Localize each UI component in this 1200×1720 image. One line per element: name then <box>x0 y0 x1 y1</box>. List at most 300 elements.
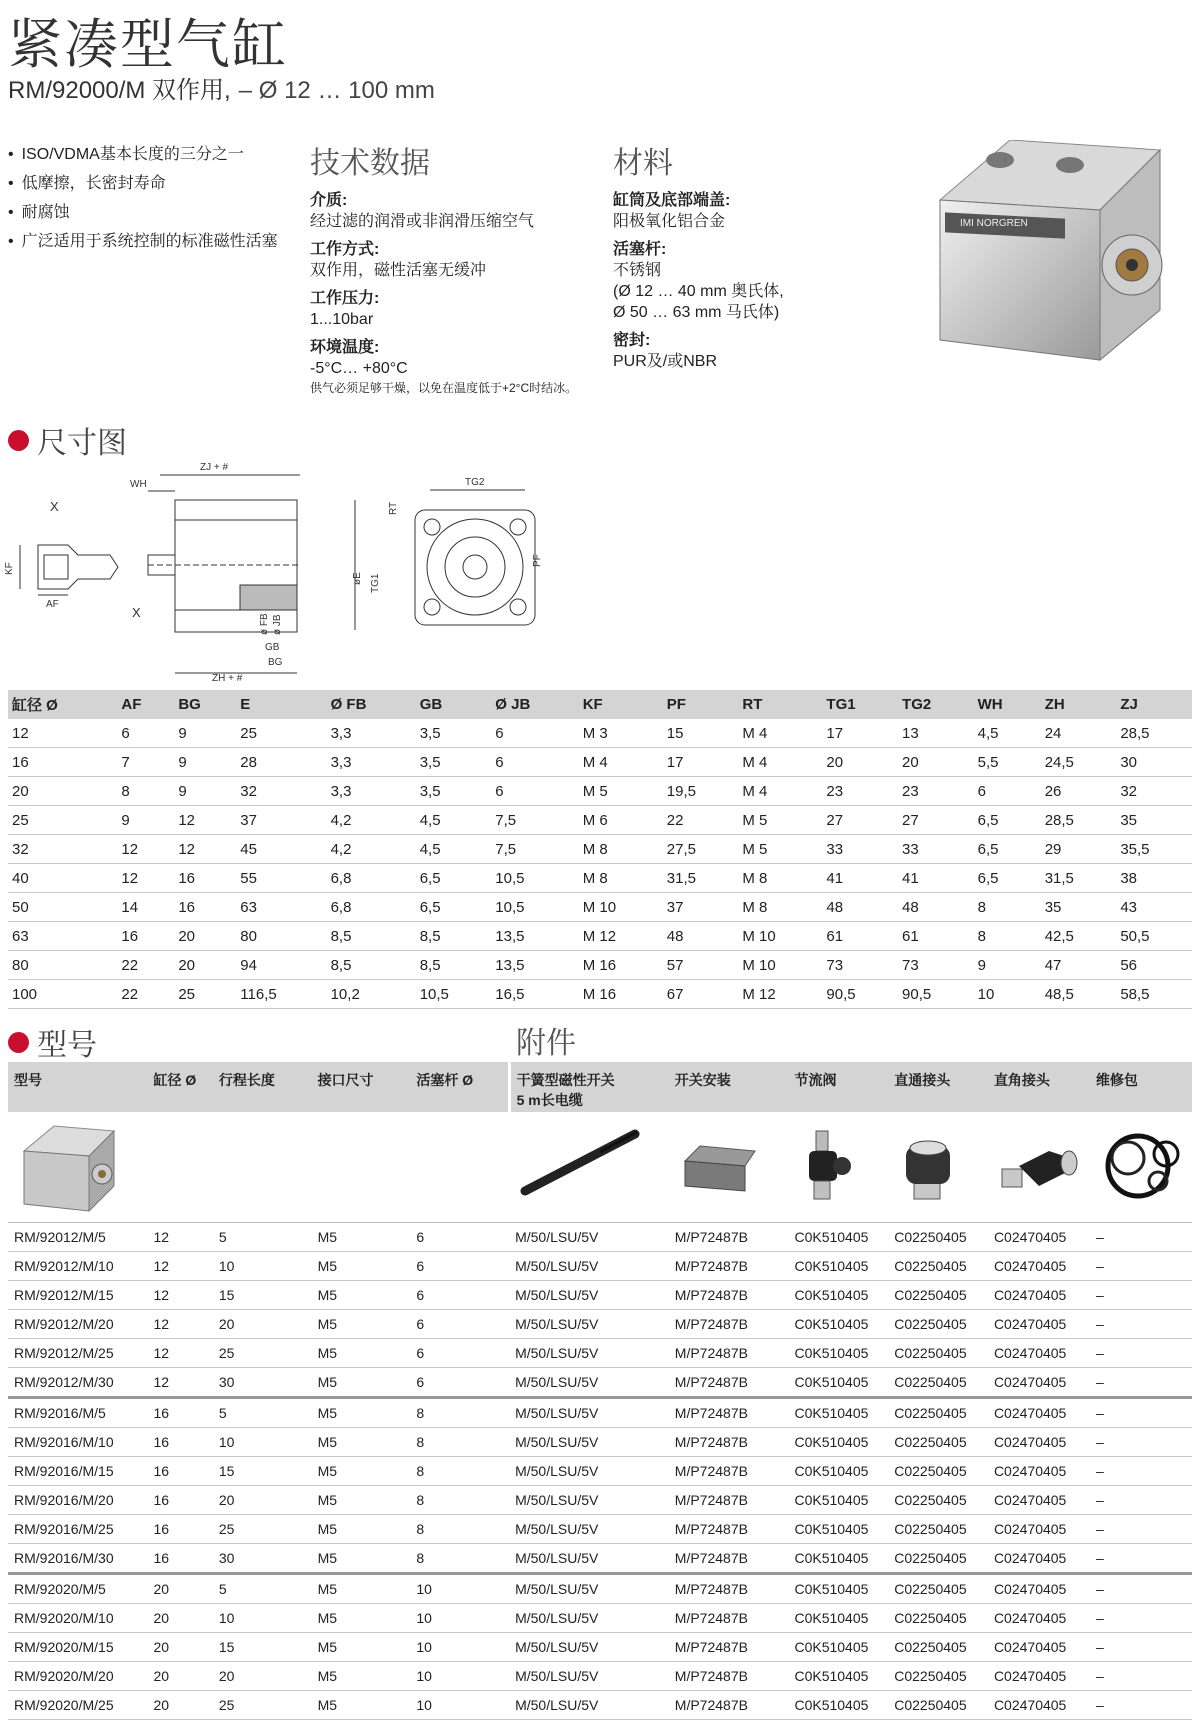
table-cell: 10 <box>213 1252 312 1281</box>
table-cell: C02250405 <box>888 1457 988 1486</box>
table-cell: C02250405 <box>888 1691 988 1720</box>
table-row <box>8 777 1192 806</box>
table-cell: – <box>1090 1310 1192 1339</box>
table-row <box>8 835 1192 864</box>
table-cell: 8,5 <box>327 951 416 980</box>
table-cell: 10 <box>410 1574 509 1604</box>
table-row <box>8 1457 1192 1486</box>
table-cell: C0K510405 <box>788 1486 888 1515</box>
table-cell: 31,5 <box>1041 864 1117 893</box>
table-row <box>8 1486 1192 1515</box>
feature-item: • 耐腐蚀 <box>8 198 278 227</box>
table-row <box>8 1223 1192 1252</box>
table-cell: M/P72487B <box>669 1544 789 1574</box>
table-cell: 100 <box>8 980 117 1009</box>
table-cell: 20 <box>174 922 236 951</box>
table-cell: 5 <box>213 1574 312 1604</box>
table-row <box>8 748 1192 777</box>
table-cell: – <box>1090 1544 1192 1574</box>
table-cell: RM/92020/M/15 <box>8 1633 148 1662</box>
table-cell: 12 <box>148 1223 213 1252</box>
table-cell: 73 <box>822 951 898 980</box>
table-cell: 63 <box>8 922 117 951</box>
bullet-dot-icon <box>8 430 29 451</box>
table-cell: C0K510405 <box>788 1339 888 1368</box>
subtitle-model: RM/92000/M 双作用, <box>8 77 231 104</box>
table-cell: M/50/LSU/5V <box>509 1691 669 1720</box>
table-cell: M 4 <box>738 777 822 806</box>
dim-col-header: ZJ <box>1116 690 1192 719</box>
table-cell: 13,5 <box>491 922 578 951</box>
table-cell: 27 <box>822 806 898 835</box>
table-cell: 6 <box>410 1368 509 1398</box>
dim-label-bg: BG <box>268 657 283 668</box>
table-cell: 10,5 <box>491 864 578 893</box>
table-cell: 94 <box>236 951 326 980</box>
col-repair-kit: 维修包 <box>1090 1062 1192 1112</box>
table-cell: 6 <box>410 1252 509 1281</box>
table-cell: C02250405 <box>888 1252 988 1281</box>
table-cell: 8 <box>410 1515 509 1544</box>
accessory-heading: 附件 <box>516 1027 576 1060</box>
table-cell: C02470405 <box>988 1604 1090 1633</box>
table-cell: – <box>1090 1428 1192 1457</box>
dim-col-header: AF <box>117 690 174 719</box>
table-cell: M5 <box>312 1515 411 1544</box>
table-cell: RM/92016/M/15 <box>8 1457 148 1486</box>
table-cell: RM/92016/M/5 <box>8 1398 148 1428</box>
table-cell: RM/92012/M/10 <box>8 1252 148 1281</box>
straight-fitting-image <box>894 1126 964 1206</box>
table-row <box>8 1633 1192 1662</box>
table-cell: M/P72487B <box>669 1604 789 1633</box>
table-row <box>8 1310 1192 1339</box>
table-cell: 16 <box>148 1486 213 1515</box>
table-cell: M 4 <box>579 748 663 777</box>
table-cell: 12 <box>8 719 117 748</box>
page-title: 紧凑型气缸 <box>8 15 288 75</box>
dim-label-gb: GB <box>265 642 280 653</box>
dim-label-wh: WH <box>130 479 147 490</box>
table-cell: 32 <box>236 777 326 806</box>
table-cell: 16 <box>174 864 236 893</box>
table-cell: 27 <box>898 806 974 835</box>
dim-label-af: AF <box>46 599 59 610</box>
table-cell: M 8 <box>579 835 663 864</box>
table-cell: 12 <box>148 1339 213 1368</box>
table-cell: C02470405 <box>988 1574 1090 1604</box>
table-cell: C02250405 <box>888 1574 988 1604</box>
table-cell: – <box>1090 1252 1192 1281</box>
dimension-heading: 尺寸图 <box>8 418 127 462</box>
table-cell: 12 <box>117 835 174 864</box>
models-table <box>8 1062 1192 1720</box>
table-cell: C0K510405 <box>788 1428 888 1457</box>
table-cell: 28,5 <box>1041 806 1117 835</box>
table-cell: M/50/LSU/5V <box>509 1223 669 1252</box>
table-cell: 26 <box>1041 777 1117 806</box>
table-cell: 20 <box>822 748 898 777</box>
table-cell: 6,8 <box>327 893 416 922</box>
table-cell: C0K510405 <box>788 1691 888 1720</box>
table-cell: 12 <box>148 1310 213 1339</box>
subtitle-range: – Ø 12 … 100 mm <box>238 77 435 104</box>
table-cell: C02250405 <box>888 1604 988 1633</box>
table-cell: M/50/LSU/5V <box>509 1574 669 1604</box>
dim-col-header: E <box>236 690 326 719</box>
table-cell: M/P72487B <box>669 1428 789 1457</box>
table-cell: 10,2 <box>327 980 416 1009</box>
switch-mount-image <box>675 1131 765 1201</box>
table-cell: 8 <box>410 1457 509 1486</box>
table-cell: M5 <box>312 1633 411 1662</box>
table-cell: C0K510405 <box>788 1252 888 1281</box>
dim-col-header: RT <box>738 690 822 719</box>
table-cell: C0K510405 <box>788 1604 888 1633</box>
table-cell: 6 <box>974 777 1041 806</box>
table-cell: M 12 <box>579 922 663 951</box>
tech-item-medium: 介质: 经过滤的润滑或非润滑压缩空气 <box>310 192 535 230</box>
dim-label-tg1: TG1 <box>370 573 381 593</box>
table-cell: M/P72487B <box>669 1662 789 1691</box>
table-cell: C02250405 <box>888 1515 988 1544</box>
table-cell: 4,5 <box>416 835 492 864</box>
table-cell: C0K510405 <box>788 1398 888 1428</box>
dim-col-header: 缸径 Ø <box>8 690 117 719</box>
tech-data-section <box>310 138 610 395</box>
table-cell: 73 <box>898 951 974 980</box>
table-cell: 12 <box>148 1368 213 1398</box>
feature-list <box>8 140 278 256</box>
material-heading: 材料 <box>613 147 673 180</box>
table-cell: M/P72487B <box>669 1515 789 1544</box>
table-cell: M5 <box>312 1223 411 1252</box>
table-cell: M/P72487B <box>669 1633 789 1662</box>
table-row <box>8 1281 1192 1310</box>
table-cell: 116,5 <box>236 980 326 1009</box>
table-cell: 31,5 <box>663 864 739 893</box>
table-cell: M/P72487B <box>669 1339 789 1368</box>
table-cell: M/50/LSU/5V <box>509 1633 669 1662</box>
table-cell: 7 <box>117 748 174 777</box>
table-cell: – <box>1090 1633 1192 1662</box>
table-cell: M5 <box>312 1604 411 1633</box>
table-cell: C02470405 <box>988 1428 1090 1457</box>
table-cell: M5 <box>312 1339 411 1368</box>
table-cell: M5 <box>312 1457 411 1486</box>
table-cell: 33 <box>822 835 898 864</box>
table-cell: 35 <box>1041 893 1117 922</box>
table-cell: 9 <box>117 806 174 835</box>
table-cell: C02470405 <box>988 1252 1090 1281</box>
table-cell: C02470405 <box>988 1457 1090 1486</box>
table-cell: 20 <box>213 1662 312 1691</box>
dimension-drawing <box>0 455 560 685</box>
table-cell: 42,5 <box>1041 922 1117 951</box>
table-cell: M5 <box>312 1252 411 1281</box>
dim-label-x: X <box>50 499 59 514</box>
table-cell: 8 <box>410 1544 509 1574</box>
reed-switch-image <box>515 1126 645 1206</box>
table-cell: M/50/LSU/5V <box>509 1368 669 1398</box>
dim-col-header: TG2 <box>898 690 974 719</box>
table-cell: 12 <box>174 806 236 835</box>
table-cell: 16 <box>148 1544 213 1574</box>
flow-valve-image <box>794 1126 854 1206</box>
table-cell: 90,5 <box>898 980 974 1009</box>
col-stroke: 行程长度 <box>213 1062 312 1112</box>
table-cell: 13 <box>898 719 974 748</box>
table-cell: C02470405 <box>988 1544 1090 1574</box>
table-cell: C02470405 <box>988 1486 1090 1515</box>
table-cell: 25 <box>8 806 117 835</box>
models-heading: 型号 <box>8 1020 97 1064</box>
table-cell: M/50/LSU/5V <box>509 1398 669 1428</box>
table-cell: 55 <box>236 864 326 893</box>
table-cell: M/P72487B <box>669 1457 789 1486</box>
table-cell: 45 <box>236 835 326 864</box>
dim-label-jb: ø JB <box>272 614 283 635</box>
table-cell: 25 <box>213 1515 312 1544</box>
table-cell: M 5 <box>738 806 822 835</box>
dim-col-header: WH <box>974 690 1041 719</box>
table-row <box>8 1368 1192 1398</box>
table-cell: 61 <box>822 922 898 951</box>
table-cell: C02250405 <box>888 1223 988 1252</box>
table-cell: 48 <box>822 893 898 922</box>
table-cell: 28 <box>236 748 326 777</box>
table-cell: 6,5 <box>974 835 1041 864</box>
table-cell: 15 <box>213 1457 312 1486</box>
table-cell: 6,5 <box>416 893 492 922</box>
table-cell: M 16 <box>579 980 663 1009</box>
table-cell: M 4 <box>738 748 822 777</box>
table-cell: 12 <box>174 835 236 864</box>
table-cell: 16 <box>148 1515 213 1544</box>
table-cell: M/P72487B <box>669 1486 789 1515</box>
dim-col-header: GB <box>416 690 492 719</box>
table-cell: 8 <box>410 1398 509 1428</box>
dim-col-header: Ø FB <box>327 690 416 719</box>
table-cell: 16 <box>148 1428 213 1457</box>
table-cell: 6 <box>410 1281 509 1310</box>
table-cell: – <box>1090 1574 1192 1604</box>
table-cell: – <box>1090 1691 1192 1720</box>
table-cell: 56 <box>1116 951 1192 980</box>
dim-label-kf: KF <box>4 562 15 575</box>
table-cell: M 5 <box>579 777 663 806</box>
dim-col-header: PF <box>663 690 739 719</box>
table-cell: 10 <box>213 1428 312 1457</box>
table-cell: 3,5 <box>416 777 492 806</box>
cylinder-product-image <box>900 140 1190 390</box>
table-cell: M 12 <box>738 980 822 1009</box>
table-cell: M/P72487B <box>669 1252 789 1281</box>
models-table-header <box>8 1062 1192 1112</box>
table-cell: M/P72487B <box>669 1281 789 1310</box>
table-cell: 23 <box>822 777 898 806</box>
table-cell: 80 <box>8 951 117 980</box>
table-cell: 43 <box>1116 893 1192 922</box>
table-cell: M 3 <box>579 719 663 748</box>
table-cell: C02250405 <box>888 1281 988 1310</box>
table-cell: C0K510405 <box>788 1223 888 1252</box>
table-row <box>8 893 1192 922</box>
table-cell: 14 <box>117 893 174 922</box>
table-cell: 10 <box>410 1633 509 1662</box>
dim-col-header: TG1 <box>822 690 898 719</box>
dim-col-header: KF <box>579 690 663 719</box>
table-cell: M5 <box>312 1691 411 1720</box>
table-cell: C0K510405 <box>788 1457 888 1486</box>
table-cell: 47 <box>1041 951 1117 980</box>
table-row <box>8 1398 1192 1428</box>
table-cell: C02250405 <box>888 1310 988 1339</box>
table-cell: 20 <box>898 748 974 777</box>
col-switch-mount: 开关安装 <box>669 1062 789 1112</box>
table-row <box>8 1691 1192 1720</box>
table-cell: 20 <box>174 951 236 980</box>
table-cell: 3,3 <box>327 777 416 806</box>
feature-item: • 广泛适用于系统控制的标准磁性活塞 <box>8 227 278 256</box>
table-cell: 58,5 <box>1116 980 1192 1009</box>
table-cell: 8,5 <box>416 951 492 980</box>
repair-kit-image <box>1096 1126 1186 1206</box>
table-cell: 32 <box>1116 777 1192 806</box>
table-cell: RM/92016/M/25 <box>8 1515 148 1544</box>
table-cell: C02470405 <box>988 1310 1090 1339</box>
table-cell: 30 <box>1116 748 1192 777</box>
table-cell: 4,2 <box>327 806 416 835</box>
table-cell: 30 <box>213 1544 312 1574</box>
table-cell: C02470405 <box>988 1633 1090 1662</box>
table-cell: 20 <box>148 1691 213 1720</box>
material-item-rod: 活塞杆: 不锈钢 (Ø 12 … 40 mm 奥氏体, Ø 50 … 63 mm 马氏体) <box>613 241 784 321</box>
table-cell: 25 <box>236 719 326 748</box>
table-row <box>8 1339 1192 1368</box>
table-cell: RM/92016/M/30 <box>8 1544 148 1574</box>
table-cell: 10 <box>213 1604 312 1633</box>
table-cell: 17 <box>822 719 898 748</box>
table-cell: M/50/LSU/5V <box>509 1339 669 1368</box>
table-cell: 20 <box>8 777 117 806</box>
table-cell: 16 <box>148 1398 213 1428</box>
table-cell: 7,5 <box>491 806 578 835</box>
table-cell: 4,5 <box>974 719 1041 748</box>
table-cell: M/50/LSU/5V <box>509 1310 669 1339</box>
table-row <box>8 951 1192 980</box>
table-cell: M 5 <box>738 835 822 864</box>
table-cell: 8 <box>410 1428 509 1457</box>
material-section <box>613 138 873 379</box>
dim-col-header: BG <box>174 690 236 719</box>
table-cell: 37 <box>663 893 739 922</box>
table-cell: 9 <box>174 719 236 748</box>
photo-label: IMI NORGREN <box>960 218 1028 229</box>
table-row <box>8 1515 1192 1544</box>
table-row <box>8 1604 1192 1633</box>
cylinder-thumb-image <box>14 1116 124 1216</box>
table-cell: 24,5 <box>1041 748 1117 777</box>
table-cell: M/P72487B <box>669 1223 789 1252</box>
table-cell: C02470405 <box>988 1691 1090 1720</box>
table-cell: 25 <box>213 1339 312 1368</box>
table-cell: C02470405 <box>988 1368 1090 1398</box>
table-cell: C02250405 <box>888 1428 988 1457</box>
table-row <box>8 1544 1192 1574</box>
table-cell: 16 <box>148 1457 213 1486</box>
table-cell: 37 <box>236 806 326 835</box>
table-cell: M/P72487B <box>669 1691 789 1720</box>
table-cell: 4,5 <box>416 806 492 835</box>
table-cell: 6 <box>410 1339 509 1368</box>
table-cell: 29 <box>1041 835 1117 864</box>
table-cell: C02470405 <box>988 1339 1090 1368</box>
table-cell: 9 <box>974 951 1041 980</box>
table-cell: 80 <box>236 922 326 951</box>
table-cell: 40 <box>8 864 117 893</box>
feature-item: • 低摩擦，长密封寿命 <box>8 169 278 198</box>
table-cell: – <box>1090 1281 1192 1310</box>
dimension-table-header <box>8 690 1192 719</box>
table-cell: RM/92012/M/30 <box>8 1368 148 1398</box>
table-cell: – <box>1090 1486 1192 1515</box>
table-cell: M 8 <box>579 864 663 893</box>
table-cell: 48 <box>898 893 974 922</box>
col-elbow-fitting: 直角接头 <box>988 1062 1090 1112</box>
table-cell: M/50/LSU/5V <box>509 1281 669 1310</box>
dim-col-header: Ø JB <box>491 690 578 719</box>
table-cell: C0K510405 <box>788 1281 888 1310</box>
material-item-seal: 密封: PUR及/或NBR <box>613 332 718 370</box>
col-straight-fitting: 直通接头 <box>888 1062 988 1112</box>
table-cell: – <box>1090 1662 1192 1691</box>
table-cell: C02250405 <box>888 1486 988 1515</box>
table-cell: 16,5 <box>491 980 578 1009</box>
table-row <box>8 864 1192 893</box>
table-cell: 10 <box>410 1604 509 1633</box>
dim-label-rt: RT <box>388 501 399 515</box>
table-cell: RM/92020/M/10 <box>8 1604 148 1633</box>
table-cell: 3,3 <box>327 719 416 748</box>
table-cell: 48,5 <box>1041 980 1117 1009</box>
table-cell: M/P72487B <box>669 1574 789 1604</box>
table-cell: M5 <box>312 1574 411 1604</box>
table-cell: 6 <box>491 777 578 806</box>
table-cell: 9 <box>174 777 236 806</box>
table-cell: 6 <box>410 1310 509 1339</box>
table-cell: M/P72487B <box>669 1310 789 1339</box>
table-cell: RM/92012/M/20 <box>8 1310 148 1339</box>
table-cell: 24 <box>1041 719 1117 748</box>
table-cell: 48 <box>663 922 739 951</box>
tech-item-operation: 工作方式: 双作用，磁性活塞无缓冲 <box>310 241 487 279</box>
table-cell: 5 <box>213 1223 312 1252</box>
table-cell: – <box>1090 1368 1192 1398</box>
table-cell: M5 <box>312 1428 411 1457</box>
table-cell: C0K510405 <box>788 1544 888 1574</box>
table-cell: 10 <box>410 1691 509 1720</box>
table-cell: M 8 <box>738 864 822 893</box>
table-cell: 3,5 <box>416 748 492 777</box>
col-bore: 缸径 Ø <box>148 1062 213 1112</box>
table-cell: M 10 <box>579 893 663 922</box>
table-cell: 17 <box>663 748 739 777</box>
table-row <box>8 719 1192 748</box>
table-cell: C0K510405 <box>788 1633 888 1662</box>
table-cell: M/50/LSU/5V <box>509 1662 669 1691</box>
table-cell: M5 <box>312 1486 411 1515</box>
